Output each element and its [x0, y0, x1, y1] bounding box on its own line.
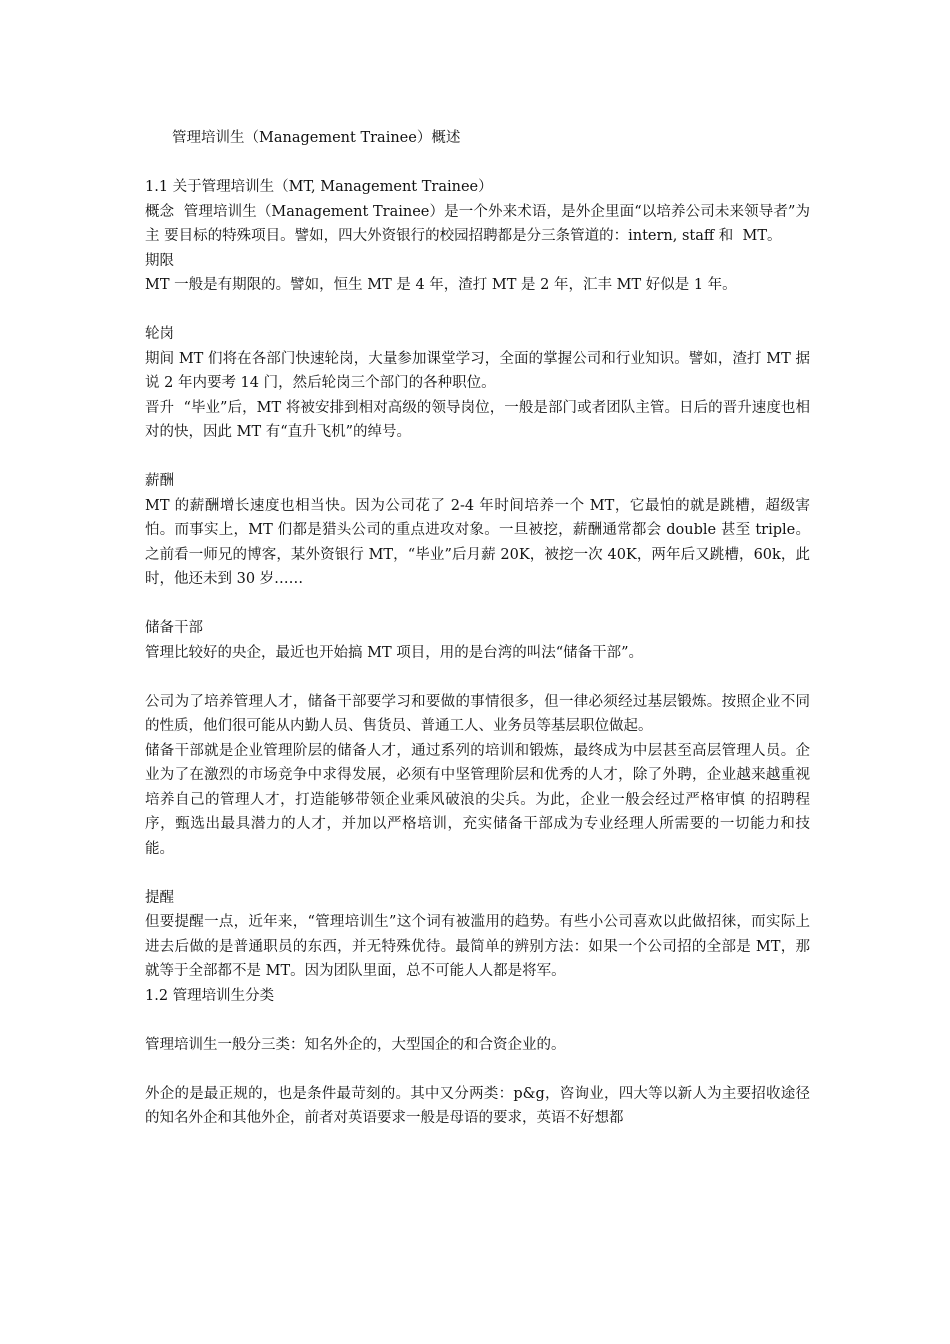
paragraph-reserve-cadre-intro: 管理比较好的央企，最近也开始搞 MT 项目，用的是台湾的叫法“储备干部”。 [145, 644, 644, 661]
blank-line [145, 445, 810, 470]
paragraph-reserve-cadre-definition: 储备干部就是企业管理阶层的储备人才，通过系列的培训和锻炼，最终成为中层甚至高层管理人员。企业为了在激烈的市场竞争中求得发展，必须有中坚管理阶层和优秀的人才，除了外聘，企业越来越重视培养自己的管理人才，打造能够带领企业乘风破浪的尖兵。为此，企业一般会经过严格审慎 的招聘程序，甄选出最具潜力的人才，并加以严格培训，充实储备干部成为专业经理人所需要的一切能力和技能。 [145, 742, 810, 857]
blank-line [145, 298, 810, 323]
blank-line [145, 861, 810, 886]
paragraph-rotation: 期间 MT 们将在各部门快速轮岗，大量参加课堂学习，全面的掌握公司和行业知识。譬如，渣打 MT 据 说 2 年内要考 14 门，然后轮岗三个部门的各种职位。 [145, 350, 815, 391]
document-title: 管理培训生（Management Trainee）概述 [172, 130, 461, 146]
paragraph-promotion: 晋升 “毕业”后，MT 将被安排到相对高级的领导岗位，一般是部门或者团队主管。日后的晋升速度也相对的快，因此 MT 有“直升飞机”的绰号。 [145, 399, 810, 440]
paragraph-classification: 管理培训生一般分三类：知名外企的，大型国企的和合资企业的。 [145, 1036, 566, 1053]
subheading-reserve-cadre: 储备干部 [145, 620, 203, 636]
paragraph-salary: MT 的薪酬增长速度也相当快。因为公司花了 2-4 年时间培养一个 MT，它最怕的就是跳槽，超级害怕。而事实上，MT 们都是猎头公司的重点进攻对象。一旦被挖，薪酬通常都会 double 甚至 triple。之前看一师兄的博客，某外资银行 MT，“毕业”后月薪 20K，被挖一次 40K，两年后又跳槽，60k，此时，他还未到 30 岁…… [145, 497, 810, 587]
subheading-rotation: 轮岗 [145, 326, 174, 342]
subheading-term: 期限 [145, 252, 174, 269]
section-heading-1-1: 1.1 关于管理培训生（MT, Management Trainee） [145, 179, 493, 195]
document-body [145, 126, 815, 1131]
paragraph-concept: 概念 管理培训生（Management Trainee）是一个外来术语，是外企里面“以培养公司未来领导者”为主 要目标的特殊项目。譬如，四大外资银行的校园招聘都是分三条管道的：intern, staff 和 MT。 [145, 203, 810, 244]
section-heading-1-2: 1.2 管理培训生分类 [145, 987, 275, 1004]
blank-line [145, 1008, 810, 1033]
blank-line [145, 1057, 810, 1082]
paragraph-reserve-cadre-training: 公司为了培养管理人才，储备干部要学习和要做的事情很多，但一律必须经过基层锻炼。按照企业不同的性质，他们很可能从内勤人员、售货员、普通工人、业务员等基层职位做起。 [145, 693, 810, 734]
blank-line [145, 665, 810, 690]
paragraph-foreign-enterprise: 外企的是最正规的，也是条件最苛刻的。其中又分两类：p&g，咨询业，四大等以新人为主要招收途径的知名外企和其他外企，前者对英语要求一般是母语的要求，英语不好想都 [145, 1085, 810, 1126]
subheading-salary: 薪酬 [145, 473, 174, 489]
subheading-reminder: 提醒 [145, 889, 174, 906]
paragraph-reminder: 但要提醒一点，近年来，“管理培训生”这个词有被滥用的趋势。有些小公司喜欢以此做招徕，而实际上进去后做的是普通职员的东西，并无特殊优待。最简单的辨别方法：如果一个公司招的全部是 MT，那就等于全部都不是 MT。因为团队里面，总不可能人人都是将军。 [145, 914, 810, 979]
blank-line [145, 592, 810, 617]
paragraph-term: MT 一般是有期限的。譬如，恒生 MT 是 4 年，渣打 MT 是 2 年，汇丰 MT 好似是 1 年。 [145, 277, 737, 293]
